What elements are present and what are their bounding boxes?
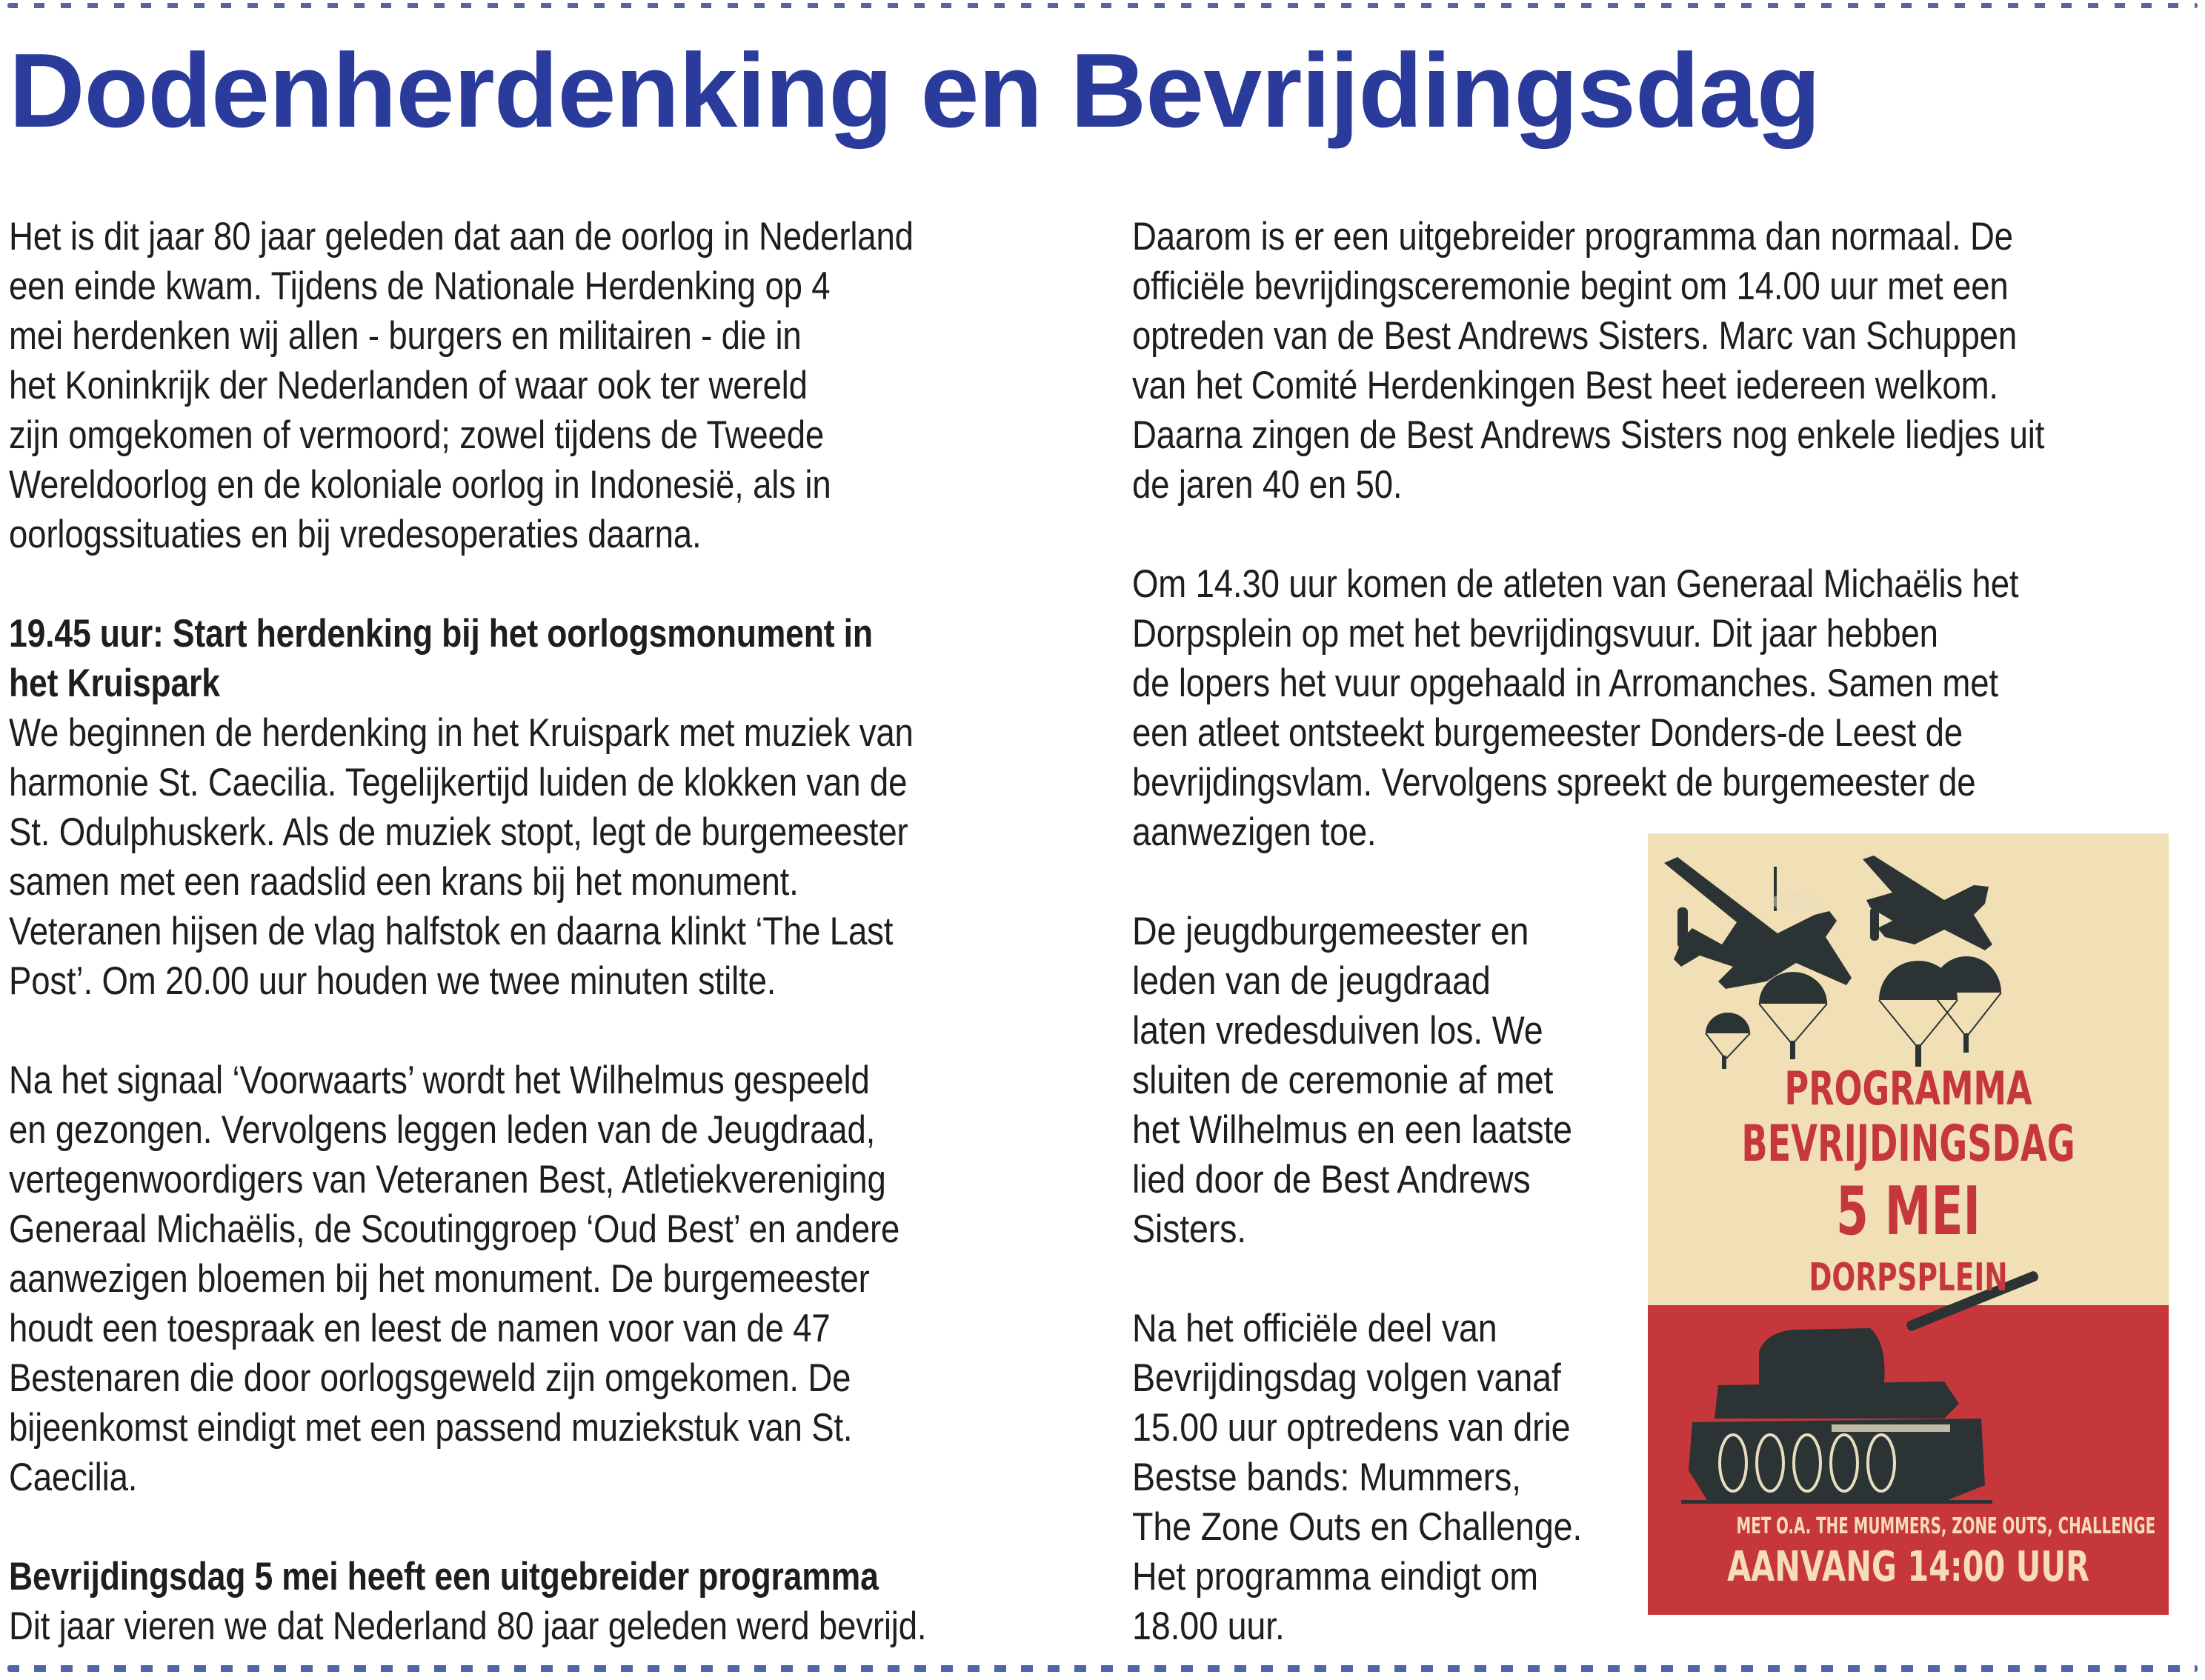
text-line: Dorpsplein op met het bevrijdingsvuur. Dit jaar hebben bbox=[1132, 612, 1938, 656]
text-line: Caecilia. bbox=[9, 1456, 138, 1499]
text-line: een einde kwam. Tijdens de Nationale Herdenking op 4 bbox=[9, 264, 831, 308]
paragraph-gap bbox=[9, 1502, 1076, 1552]
left-column bbox=[9, 212, 1076, 1651]
text-line: leden van de jeugdraad bbox=[1132, 959, 1491, 1003]
parachute-icon bbox=[1759, 972, 1827, 1059]
paragraph-gap bbox=[9, 559, 1076, 609]
text-line: Veteranen hijsen de vlag halfstok en daarna klinkt ‘The Last bbox=[9, 910, 894, 953]
text-line: aanwezigen toe. bbox=[1132, 810, 1377, 854]
text-line: officiële bevrijdingsceremonie begint om 14.00 uur met een bbox=[1132, 264, 2009, 308]
text-line: houdt een toespraak en leest de namen voor van de 47 bbox=[9, 1307, 831, 1350]
text-line: St. Odulphuskerk. Als de muziek stopt, legt de burgemeester bbox=[9, 810, 908, 854]
text-line: Bevrijdingsdag volgen vanaf bbox=[1132, 1356, 1561, 1400]
text-line: optreden van de Best Andrews Sisters. Marc van Schuppen bbox=[1132, 314, 2018, 358]
airplane-icon bbox=[1664, 857, 1852, 989]
text-line: Na het officiële deel van bbox=[1132, 1307, 1497, 1350]
text-line: samen met een raadslid een krans bij het monument. bbox=[9, 860, 799, 904]
text-line: Bestse bands: Mummers, bbox=[1132, 1456, 1521, 1499]
text-line: Daarna zingen de Best Andrews Sisters nog enkele liedjes uit bbox=[1132, 413, 2045, 457]
paragraph-gap bbox=[1132, 510, 2192, 559]
heading-line: Bevrijdingsdag 5 mei heeft een uitgebreider programma bbox=[9, 1555, 879, 1599]
text-line: Sisters. bbox=[1132, 1207, 1247, 1251]
text-line: lied door de Best Andrews bbox=[1132, 1158, 1531, 1201]
parachute-icon bbox=[1932, 956, 2001, 1053]
text-line: oorlogssituaties en bij vredesoperaties daarna. bbox=[9, 513, 702, 556]
article-title: Dodenherdenking en Bevrijdingsdag bbox=[9, 32, 1820, 150]
heading-line: 19.45 uur: Start herdenking bij het oorlogsmonument in bbox=[9, 612, 873, 656]
text-line: sluiten de ceremonie af met bbox=[1132, 1059, 1554, 1102]
text-line: aanwezigen bloemen bij het monument. De burgemeester bbox=[9, 1257, 870, 1301]
poster-location: DORPSPLEIN bbox=[1809, 1256, 2008, 1300]
text-line: Wereldoorlog en de koloniale oorlog in Indonesië, als in bbox=[9, 463, 831, 507]
paragraph-gap bbox=[9, 1006, 1076, 1056]
text-line: vertegenwoordigers van Veteranen Best, Atletiekvereniging bbox=[9, 1158, 886, 1201]
tank-icon bbox=[1681, 1270, 2040, 1504]
text-line: bijeenkomst eindigt met een passend muziekstuk van St. bbox=[9, 1406, 853, 1450]
text-line: laten vredesduiven los. We bbox=[1132, 1009, 1543, 1053]
intro-paragraph bbox=[9, 212, 1076, 559]
poster-title-programma: PROGRAMMA bbox=[1784, 1061, 2032, 1116]
text-line: het Wilhelmus en een laatste bbox=[1132, 1108, 1572, 1152]
text-line: zijn omgekomen of vermoord; zowel tijdens de Tweede bbox=[9, 413, 825, 457]
text-line: Het is dit jaar 80 jaar geleden dat aan de oorlog in Nederland bbox=[9, 215, 914, 259]
bevrijdingsvuur-paragraph bbox=[1132, 559, 2192, 857]
wilhelmus-paragraph bbox=[9, 1056, 1076, 1502]
text-line: van het Comité Herdenkingen Best heet iedereen welkom. bbox=[1132, 364, 1998, 407]
text-line: de lopers het vuur opgehaald in Arromanches. Samen met bbox=[1132, 661, 1998, 705]
text-line: mei herdenken wij allen - burgers en militairen - die in bbox=[9, 314, 802, 358]
poster-date: 5 MEI bbox=[1836, 1173, 1980, 1250]
herdenking-paragraph bbox=[9, 708, 1076, 1006]
text-line: Dit jaar vieren we dat Nederland 80 jaar geleden werd bevrijd. bbox=[9, 1604, 927, 1648]
text-line: Het programma eindigt om bbox=[1132, 1555, 1538, 1599]
text-line: The Zone Outs en Challenge. bbox=[1132, 1505, 1583, 1549]
text-line: We beginnen de herdenking in het Kruispark met muziek van bbox=[9, 711, 914, 755]
text-line: Generaal Michaëlis, de Scoutinggroep ‘Oud Best’ en andere bbox=[9, 1207, 900, 1251]
text-line: Daarom is er een uitgebreider programma dan normaal. De bbox=[1132, 215, 2013, 259]
bevrijdingsdag-intro-paragraph bbox=[9, 1601, 1076, 1651]
poster-title-bevrijdingsdag: BEVRIJDINGSDAG bbox=[1741, 1115, 2075, 1173]
event-poster bbox=[1648, 833, 2169, 1615]
programma-paragraph bbox=[1132, 212, 2192, 510]
text-line: bevrijdingsvlam. Vervolgens spreekt de burgemeester de bbox=[1132, 761, 1976, 804]
text-line: 18.00 uur. bbox=[1132, 1604, 1285, 1648]
text-line: de jaren 40 en 50. bbox=[1132, 463, 1403, 507]
parachute-icon bbox=[1706, 1013, 1750, 1069]
poster-start-time: AANVANG 14:00 UUR bbox=[1727, 1543, 2089, 1591]
text-line: Bestenaren die door oorlogsgeweld zijn omgekomen. De bbox=[9, 1356, 851, 1400]
top-dashed-divider bbox=[7, 3, 2198, 8]
text-line: Post’. Om 20.00 uur houden we twee minuten stilte. bbox=[9, 959, 776, 1003]
text-line: 15.00 uur optredens van drie bbox=[1132, 1406, 1571, 1450]
heading-line: het Kruispark bbox=[9, 661, 220, 705]
text-line: Om 14.30 uur komen de atleten van Generaal Michaëlis het bbox=[1132, 562, 2019, 606]
text-line: De jeugdburgemeester en bbox=[1132, 910, 1529, 953]
section-heading-bevrijdingsdag bbox=[9, 1552, 1076, 1601]
text-line: harmonie St. Caecilia. Tegelijkertijd luiden de klokken van de bbox=[9, 761, 908, 804]
text-line: Na het signaal ‘Voorwaarts’ wordt het Wilhelmus gespeeld bbox=[9, 1059, 870, 1102]
text-line: en gezongen. Vervolgens leggen leden van de Jeugdraad, bbox=[9, 1108, 876, 1152]
bottom-dashed-divider bbox=[7, 1665, 2198, 1672]
airplane-icon bbox=[1863, 856, 1992, 950]
section-heading-herdenking bbox=[9, 609, 1076, 708]
text-line: het Koninkrijk der Nederlanden of waar ook ter wereld bbox=[9, 364, 808, 407]
poster-bands: MET O.A. THE MUMMERS, ZONE OUTS, CHALLENGE bbox=[1736, 1513, 2156, 1539]
text-line: een atleet ontsteekt burgemeester Donders-de Leest de bbox=[1132, 711, 1963, 755]
